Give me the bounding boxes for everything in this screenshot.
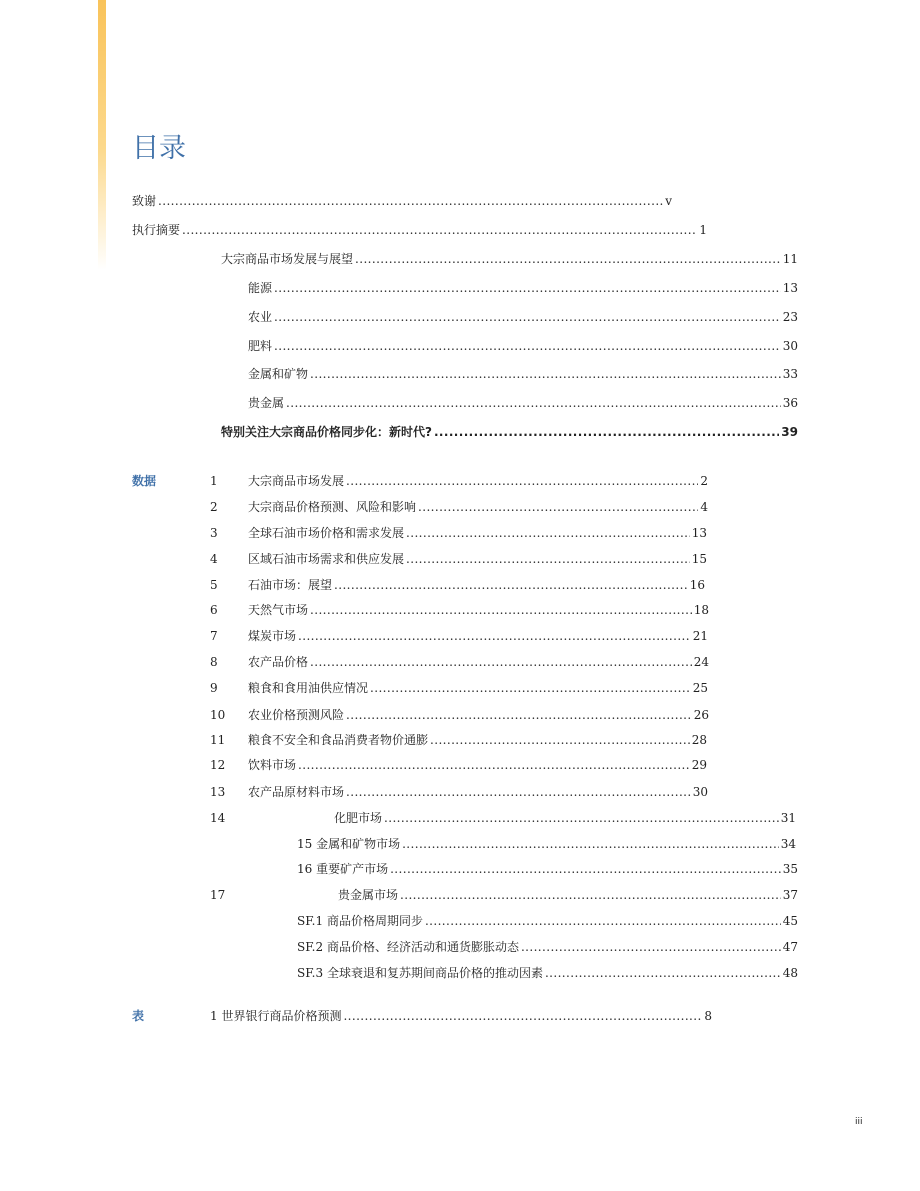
figure-entry-page: 13 bbox=[691, 526, 707, 540]
figure-number: 4 bbox=[210, 552, 218, 566]
figure-entry[interactable] bbox=[248, 525, 707, 541]
figure-number: 10 bbox=[210, 708, 226, 722]
figure-entry-page: 16 bbox=[689, 578, 705, 592]
figure-entry-page: 4 bbox=[700, 500, 708, 514]
figure-entry-page: 21 bbox=[692, 629, 708, 643]
toc-entry-label: 农业 bbox=[248, 310, 273, 324]
toc-entry-page: 13 bbox=[782, 281, 798, 295]
leader-dots bbox=[346, 473, 698, 489]
leader-dots bbox=[430, 732, 690, 748]
figures-section-label: 数据 bbox=[132, 474, 157, 488]
toc-entry-page: 23 bbox=[782, 310, 798, 324]
figure-entry-page: 26 bbox=[693, 708, 709, 722]
figure-entry[interactable] bbox=[248, 784, 708, 800]
page-number: iii bbox=[855, 1117, 863, 1127]
leader-dots bbox=[274, 309, 781, 325]
figure-entry-label: 区域石油市场需求和供应发展 bbox=[248, 552, 405, 566]
leader-dots bbox=[406, 551, 690, 567]
toc-entry-page: 39 bbox=[781, 425, 798, 439]
figure-entry-page: 15 bbox=[691, 552, 707, 566]
tables-section-label: 表 bbox=[132, 1009, 145, 1023]
toc-entry-label: 致谢 bbox=[132, 194, 157, 208]
figure-entry-label: SF.1 商品价格周期同步 bbox=[297, 914, 423, 928]
figure-entry[interactable] bbox=[297, 913, 798, 929]
figure-entry-page: 28 bbox=[691, 733, 707, 747]
leader-dots bbox=[521, 939, 781, 955]
leader-dots bbox=[310, 654, 692, 670]
figure-entry-label: 煤炭市场 bbox=[248, 629, 297, 643]
toc-entry-label: 贵金属 bbox=[248, 396, 285, 410]
leader-dots bbox=[370, 680, 691, 696]
table-entry-label: 1 世界银行商品价格预测 bbox=[210, 1009, 342, 1023]
toc-entry-precious-metals[interactable] bbox=[248, 395, 798, 411]
figure-entry-page: 30 bbox=[692, 785, 708, 799]
leader-dots bbox=[434, 424, 779, 440]
figure-entry-label: 天然气市场 bbox=[248, 603, 309, 617]
toc-entry-page: 30 bbox=[782, 339, 798, 353]
figure-entry-page: 45 bbox=[782, 914, 798, 928]
figure-entry-page: 29 bbox=[691, 758, 707, 772]
table-entry-page: 8 bbox=[704, 1009, 712, 1023]
figure-entry-page: 24 bbox=[693, 655, 709, 669]
leader-dots bbox=[274, 280, 781, 296]
figure-entry[interactable] bbox=[248, 628, 708, 644]
toc-entry-label: 大宗商品市场发展与展望 bbox=[221, 252, 354, 266]
figure-entry[interactable] bbox=[248, 473, 708, 489]
leader-dots bbox=[343, 1008, 702, 1024]
leader-dots bbox=[400, 887, 781, 903]
figure-entry-label: 大宗商品价格预测、风险和影响 bbox=[248, 500, 417, 514]
leader-dots bbox=[346, 784, 691, 800]
figure-number: 6 bbox=[210, 603, 218, 617]
leader-dots bbox=[298, 757, 690, 773]
figure-entry-label: 贵金属市场 bbox=[338, 888, 399, 902]
figure-entry[interactable] bbox=[248, 707, 709, 723]
toc-entry-page: 1 bbox=[699, 223, 707, 237]
figure-entry-label: 石油市场：展望 bbox=[248, 578, 333, 592]
figure-entry-page: 18 bbox=[693, 603, 709, 617]
toc-entry-acknowledgements[interactable] bbox=[132, 193, 672, 209]
figure-entry-label: 全球石油市场价格和需求发展 bbox=[248, 526, 405, 540]
leader-dots bbox=[425, 913, 781, 929]
toc-entry-page: 11 bbox=[782, 252, 798, 266]
figure-number: 1 bbox=[210, 474, 218, 488]
figure-entry[interactable] bbox=[248, 602, 709, 618]
leader-dots bbox=[298, 628, 691, 644]
figure-number: 7 bbox=[210, 629, 218, 643]
figure-entry-page: 34 bbox=[780, 837, 796, 851]
toc-entry-energy[interactable] bbox=[248, 280, 798, 296]
toc-entry-fertilizers[interactable] bbox=[248, 338, 798, 354]
figure-entry[interactable] bbox=[248, 732, 707, 748]
figure-number: 2 bbox=[210, 500, 218, 514]
figure-number: 5 bbox=[210, 578, 218, 592]
leader-dots bbox=[384, 810, 779, 826]
figure-entry[interactable] bbox=[248, 499, 708, 515]
figure-entry[interactable] bbox=[248, 551, 707, 567]
figure-number: 14 bbox=[210, 811, 226, 825]
toc-entry-label: 金属和矿物 bbox=[248, 367, 309, 381]
leader-dots bbox=[334, 577, 688, 593]
figure-number: 13 bbox=[210, 785, 226, 799]
figure-entry[interactable] bbox=[248, 680, 708, 696]
leader-dots bbox=[286, 395, 781, 411]
toc-entry-market-developments[interactable] bbox=[221, 251, 798, 267]
toc-entry-page: v bbox=[665, 194, 672, 208]
toc-entry-label: 肥料 bbox=[248, 339, 273, 353]
figure-entry[interactable] bbox=[297, 861, 798, 877]
toc-entry-page: 33 bbox=[782, 367, 798, 381]
toc-entry-special-focus[interactable] bbox=[221, 424, 798, 440]
figure-entry-label: 农产品原材料市场 bbox=[248, 785, 345, 799]
toc-entry-agriculture[interactable] bbox=[248, 309, 798, 325]
figure-number: 11 bbox=[210, 733, 226, 747]
figure-number: 8 bbox=[210, 655, 218, 669]
figure-entry-label: 农产品价格 bbox=[248, 655, 309, 669]
leader-dots bbox=[182, 222, 697, 238]
figure-entry-page: 2 bbox=[700, 474, 708, 488]
figure-entry-label: 大宗商品市场发展 bbox=[248, 474, 345, 488]
leader-dots bbox=[310, 602, 692, 618]
table-entry[interactable] bbox=[210, 1008, 712, 1024]
figure-entry-page: 35 bbox=[782, 862, 798, 876]
figure-number: 12 bbox=[210, 758, 226, 772]
toc-entry-page: 36 bbox=[782, 396, 798, 410]
figure-entry[interactable] bbox=[334, 810, 796, 826]
figure-entry-page: 31 bbox=[780, 811, 796, 825]
figure-entry-label: 粮食不安全和食品消费者物价通膨 bbox=[248, 733, 429, 747]
decorative-accent-bar bbox=[98, 0, 106, 270]
figure-entry-label: 16 重要矿产市场 bbox=[297, 862, 389, 876]
figure-entry-label: 粮食和食用油供应情况 bbox=[248, 681, 369, 695]
figure-entry-label: 饮料市场 bbox=[248, 758, 297, 772]
figure-entry-page: 47 bbox=[782, 940, 798, 954]
leader-dots bbox=[418, 499, 698, 515]
figure-number: 17 bbox=[210, 888, 226, 902]
figure-entry[interactable] bbox=[248, 654, 709, 670]
figure-entry-page: 48 bbox=[782, 966, 798, 980]
toc-entry-label: 特别关注大宗商品价格同步化：新时代? bbox=[221, 425, 432, 439]
figure-number: 3 bbox=[210, 526, 218, 540]
figure-entry[interactable] bbox=[297, 939, 798, 955]
figure-entry[interactable] bbox=[248, 577, 705, 593]
figure-entry[interactable] bbox=[297, 836, 796, 852]
toc-entry-executive-summary[interactable] bbox=[132, 222, 707, 238]
toc-entry-label: 能源 bbox=[248, 281, 273, 295]
figure-entry[interactable] bbox=[297, 965, 798, 981]
leader-dots bbox=[346, 707, 692, 723]
figure-entry-label: SF.3 全球衰退和复苏期间商品价格的推动因素 bbox=[297, 966, 543, 980]
figure-entry[interactable] bbox=[338, 887, 798, 903]
leader-dots bbox=[545, 965, 781, 981]
figure-number: 9 bbox=[210, 681, 218, 695]
figure-entry-page: 25 bbox=[692, 681, 708, 695]
leader-dots bbox=[402, 836, 779, 852]
leader-dots bbox=[390, 861, 781, 877]
toc-entry-metals[interactable] bbox=[248, 366, 798, 382]
leader-dots bbox=[310, 366, 781, 382]
figure-entry[interactable] bbox=[248, 757, 707, 773]
toc-entry-label: 执行摘要 bbox=[132, 223, 181, 237]
page-title: 目录 bbox=[132, 133, 186, 164]
figure-entry-label: 化肥市场 bbox=[334, 811, 383, 825]
figure-entry-page: 37 bbox=[782, 888, 798, 902]
leader-dots bbox=[406, 525, 690, 541]
leader-dots bbox=[274, 338, 781, 354]
figure-entry-label: 15 金属和矿物市场 bbox=[297, 837, 401, 851]
figure-entry-label: SF.2 商品价格、经济活动和通货膨胀动态 bbox=[297, 940, 519, 954]
leader-dots bbox=[355, 251, 781, 267]
figure-entry-label: 农业价格预测风险 bbox=[248, 708, 345, 722]
leader-dots bbox=[158, 193, 663, 209]
